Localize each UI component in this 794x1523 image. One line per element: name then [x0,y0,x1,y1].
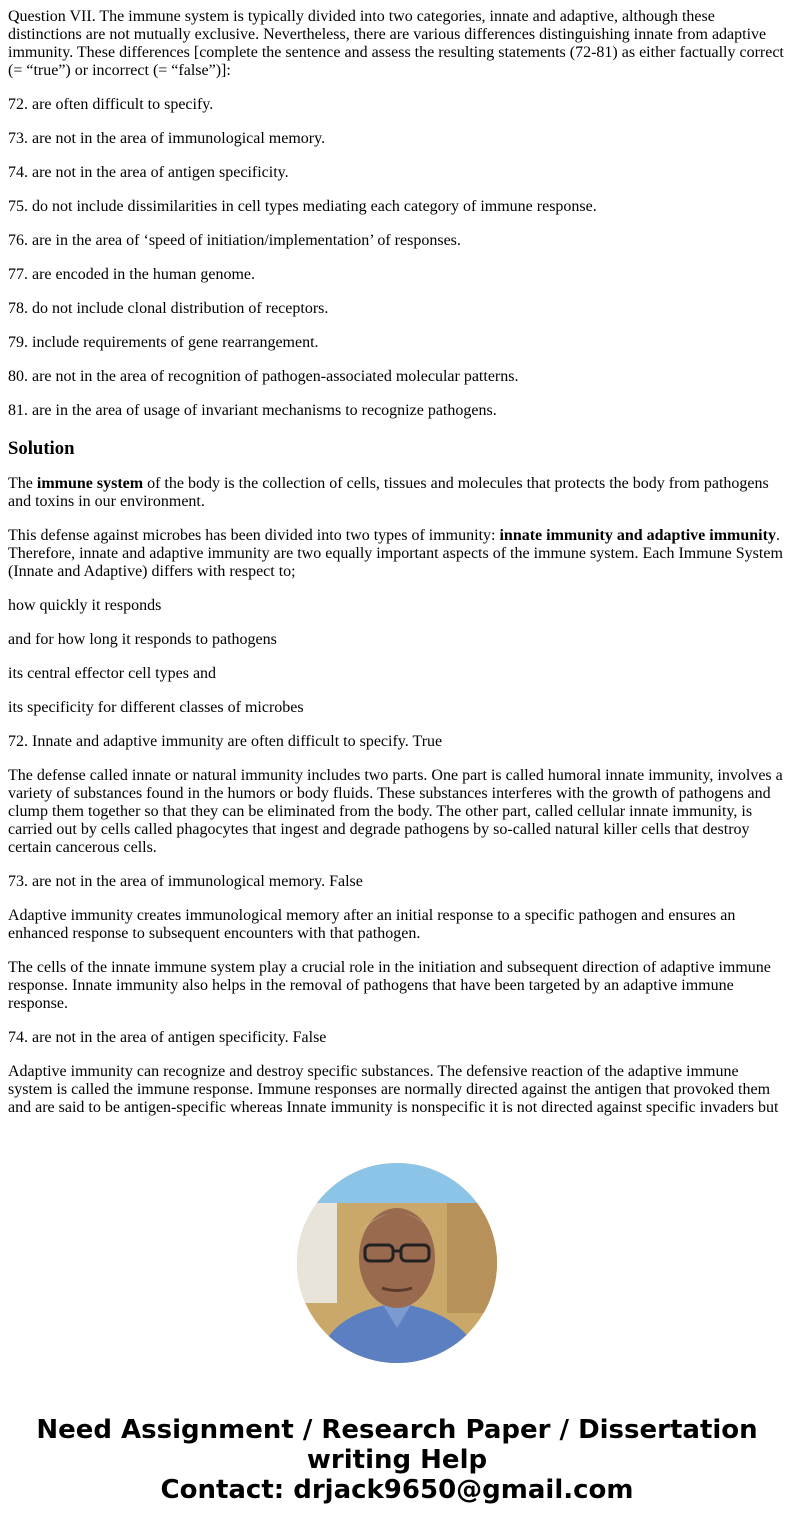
solution-paragraph [8,527,786,581]
answer-72: 72. Innate and adaptive immunity are often difficult to specify. True [8,733,443,750]
list-item: its specificity for different classes of microbes [8,699,304,716]
question-item: 81. are in the area of usage of invariant mechanisms to recognize pathogens. [8,402,497,419]
author-photo-container [0,1163,794,1363]
question-item: 73. are not in the area of immunological memory. [8,130,326,147]
bold-term: immune system [36,475,144,492]
solution-paragraph: The cells of the innate immune system play a crucial role in the initiation and subsequent direction of adaptive immune response. Innate immunity also helps in the removal of pathogens that have been targeted by an adaptive immune response. [8,959,771,1012]
solution-paragraph [8,475,786,511]
footer-headline: Need Assignment / Research Paper / Dissertation writing Help [36,1415,758,1475]
question-item: 79. include requirements of gene rearrangement. [8,334,319,351]
solution-paragraph: Adaptive immunity creates immunological memory after an initial response to a specific pathogen and ensures an enhanced response to subsequent encounters with that pathogen. [8,907,736,942]
question-item: 80. are not in the area of recognition of pathogen-associated molecular patterns. [8,368,519,385]
text: This defense against microbes has been divided into two types of immunity: [8,527,500,544]
solution-paragraph: The defense called innate or natural immunity includes two parts. One part is called humoral innate immunity, involves a variety of substances found in the humors or body fluids. These substances interferes with the growth of pathogens and clump them together so that they can be eliminated from the body. The other part, called cellular innate immunity, is carried out by cells called phagocytes that ingest and degrade pathogens by so-called natural killer cells that destroy certain cancerous cells. [8,767,783,856]
question-item: 75. do not include dissimilarities in cell types mediating each category of immune response. [8,198,597,215]
question-item: 74. are not in the area of antigen specificity. [8,164,289,181]
list-item: and for how long it responds to pathogens [8,631,277,648]
solution-paragraph: Adaptive immunity can recognize and destroy specific substances. The defensive reaction of the adaptive immune system is called the immune response. Immune responses are normally directed against the antigen that provoked them and are said to be antigen-specific whereas Innate immunity is nonspecific it is not directed against specific invaders but [8,1063,779,1116]
question-item: 77. are encoded in the human genome. [8,266,256,283]
list-item: how quickly it responds [8,597,162,614]
question-item: 78. do not include clonal distribution of receptors. [8,300,329,317]
answer-74: 74. are not in the area of antigen specificity. False [8,1029,327,1046]
footer-banner [0,1415,794,1505]
bold-term: innate immunity and adaptive immunity [499,527,776,544]
author-photo [297,1163,497,1363]
answer-73: 73. are not in the area of immunological memory. False [8,873,363,890]
question-item: 72. are often difficult to specify. [8,96,214,113]
solution-heading: Solution [8,438,75,459]
list-item: its central effector cell types and [8,665,217,682]
text: . Therefore, innate and adaptive immunity are two equally important aspects of the immune system. Each Immune System (Innate and Adaptive) differs with respect to; [8,527,783,580]
question-item: 76. are in the area of ‘speed of initiation/implementation’ of responses. [8,232,461,249]
question-intro: Question VII. The immune system is typically divided into two categories, innate and adaptive, although these distinctions are not mutually exclusive. Nevertheless, there are various differences distinguishing innate from adaptive immunity. These differences [complete the sentence and assess the resulting statements (72-81) as either factually correct (= “true”) or incorrect (= “false”)]: [8,8,784,79]
text: of the body is the collection of cells, tissues and molecules that protects the body from pathogens and toxins in our environment. [8,475,769,510]
text: The [8,475,37,492]
footer-contact: Contact: drjack9650@gmail.com [160,1475,634,1505]
